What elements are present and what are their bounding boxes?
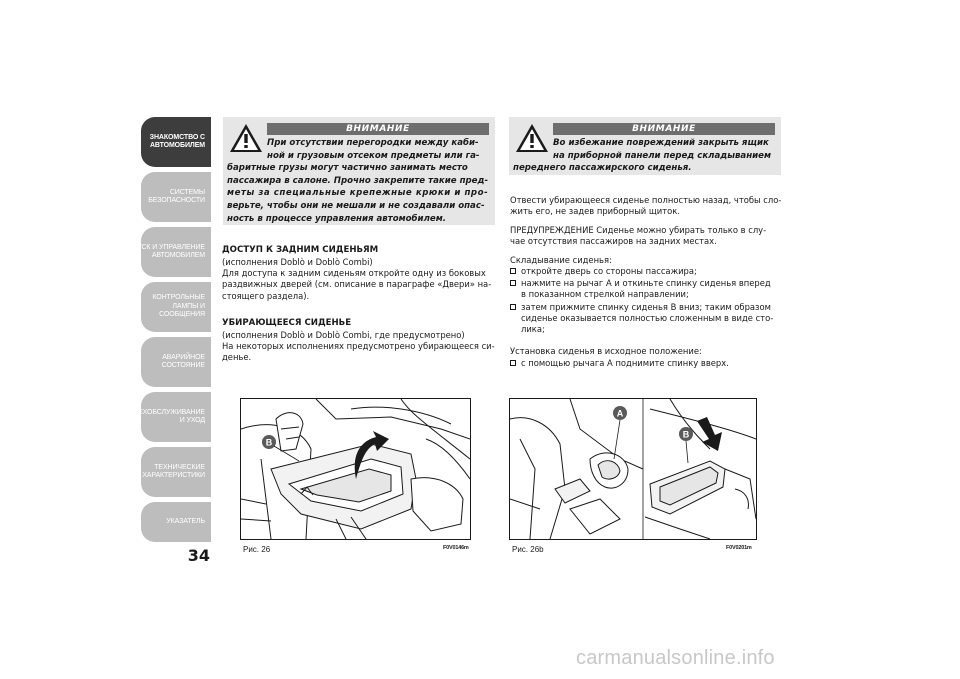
- tab-warning-lights[interactable]: [141, 282, 211, 332]
- warning-title: ВНИМАНИЕ: [267, 123, 489, 135]
- tab-label: ХАРАКТЕРИСТИКИ: [142, 472, 205, 479]
- intro-text: Отвести убирающееся сиденье полностью назад, чтобы сло- жить его, не задев приборный щиток.: [510, 195, 782, 217]
- warning-title: ВНИМАНИЕ: [553, 123, 775, 135]
- figure-caption: Рис. 26b: [512, 545, 544, 554]
- figure-26: [240, 398, 471, 540]
- marker-label: B: [265, 437, 273, 448]
- tab-label: ТЕХНИЧЕСКИЕ: [154, 463, 205, 471]
- section-heading-folding-seat: УБИРАЮЩЕЕСЯ СИДЕНЬЕ: [222, 318, 352, 328]
- tab-label: СООБЩЕНИЯ: [159, 311, 205, 319]
- tab-label: АВТОМОБИЛЕМ: [149, 142, 205, 149]
- figure-26b: [509, 398, 757, 540]
- tab-technical-specifications[interactable]: [141, 447, 211, 497]
- warning-text: При отсутствии перегородки между каби- ной и грузовым отсеком предметы или га- баритные грузы могут частично занимать место пассажира в салоне. Прочно закрепите такие пред- меты за специальные крепежные крюки и про- верьте, чтобы они не мешали и не создавали опас- ность в процессе управления автомобилем.: [227, 138, 489, 224]
- tab-label: ПУСК И УПРАВЛЕНИЕ: [132, 243, 205, 251]
- warning-box-right: [509, 117, 781, 175]
- section-heading-rear-access: ДОСТУП К ЗАДНИМ СИДЕНЬЯМ: [222, 245, 379, 255]
- tab-label: ЗНАКОМСТВО С: [149, 133, 205, 141]
- figure-code: F0V0201m: [726, 545, 752, 551]
- watermark: carmanualsonline.info: [576, 647, 775, 669]
- checkbox-bullet-icon: [510, 360, 516, 366]
- checkbox-bullet-icon: [510, 268, 516, 274]
- arrow-icon: [697, 417, 722, 451]
- tab-label: ЛАМПЫ И: [172, 302, 205, 310]
- figure-caption: Рис. 26: [243, 545, 271, 554]
- checkbox-bullet-icon: [510, 304, 516, 310]
- note-text: ПРЕДУПРЕЖДЕНИЕ Сиденье можно убирать только в слу- чае отсутствия пассажиров на задних местах.: [510, 225, 767, 247]
- tab-starting-and-driving[interactable]: [132, 227, 211, 277]
- tab-emergency[interactable]: [141, 337, 211, 387]
- tab-index[interactable]: [141, 502, 211, 542]
- tab-label: АВАРИЙНОЕ: [162, 353, 205, 361]
- tab-label: И УХОД: [179, 417, 205, 424]
- tab-label: КОНТРОЛЬНЫЕ: [152, 294, 205, 302]
- warning-box-left: [223, 117, 495, 225]
- tab-safety-systems[interactable]: [141, 172, 211, 222]
- section-text-folding-seat: (исполнения Doblò и Doblò Combi, где предусмотрено) На некоторых исполнениях предусмотрено убирающееся си- денье.: [222, 330, 495, 363]
- checkbox-bullet-icon: [510, 280, 516, 286]
- tab-getting-to-know-vehicle[interactable]: [141, 117, 211, 167]
- restore-title: Установка сиденья в исходное положение:: [510, 346, 702, 356]
- warning-text: Во избежание повреждений закрыть ящик на приборной панели перед складыванием переднего пассажирского сиденья.: [513, 138, 772, 174]
- tab-label: СИСТЕМЫ: [169, 188, 205, 196]
- marker-label: B: [682, 429, 690, 440]
- tab-maintenance[interactable]: [133, 392, 211, 442]
- tab-label: АВТОМОБИЛЕМ: [151, 252, 205, 259]
- tab-label: ТЕХОБСЛУЖИВАНИЕ: [133, 408, 205, 416]
- figure-code: F0V0146m: [443, 545, 469, 551]
- tab-label: БЕЗОПАСНОСТИ: [148, 197, 205, 204]
- seat-fold-illustration: [510, 399, 756, 539]
- marker-label: A: [616, 408, 624, 419]
- tab-label: СОСТОЯНИЕ: [161, 362, 205, 369]
- page-number: 34: [187, 546, 210, 565]
- seat-illustration: [241, 399, 470, 539]
- tab-label: УКАЗАТЕЛЬ: [166, 517, 205, 525]
- section-text-rear-access: (исполнения Doblò и Doblò Combi) Для доступа к задним сиденьям откройте одну из боковых раздвижных дверей (см. описание в параграфе «Двери» на- стоящего раздела).: [222, 257, 492, 301]
- fold-title: Складывание сиденья:: [510, 255, 612, 265]
